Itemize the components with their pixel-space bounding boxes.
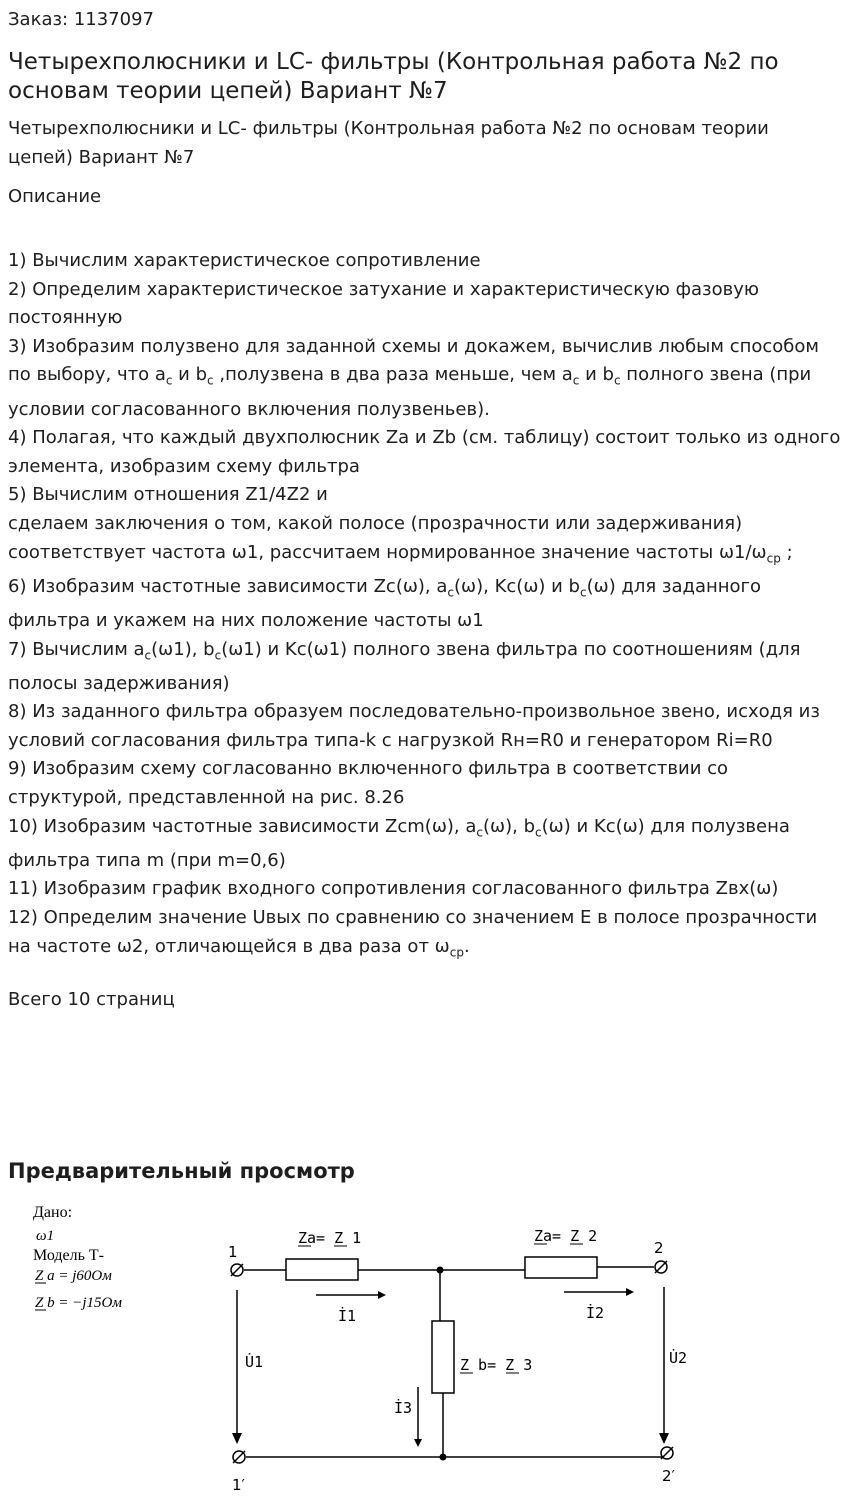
task-item-subscript: c xyxy=(214,648,222,663)
task-item xyxy=(8,698,844,755)
task-item xyxy=(8,481,844,510)
task-item-subscript: c xyxy=(144,648,152,663)
task-item-text: 12) Определим значение Uвых по сравнению со значением E в полосе прозрачности на частоте ω2, отличающейся в два раза от ω xyxy=(8,907,818,957)
task-item-text: ,полузвена в два раза меньше, чем a xyxy=(213,364,573,386)
task-item-subscript: c xyxy=(535,825,542,840)
task-item-text: (ω), b xyxy=(483,815,536,837)
given-label: Дано: xyxy=(33,1204,73,1221)
task-item-text: 8) Из заданного фильтра образуем последовательно-произвольное звено, исходя из условий согласования фильтра типа-k с нагрузкой Rн=R0 и генератором Ri=R0 xyxy=(8,701,820,751)
task-item-text: 1) Вычислим характеристическое сопротивление xyxy=(8,250,481,271)
task-item-text: 4) Полагая, что каждый двухполюсник Za и Zb (см. таблицу) состоит только из одного элемента, изобразим схему фильтра xyxy=(8,427,841,477)
node-2-label: 2 xyxy=(654,1239,664,1257)
task-item-text: и b xyxy=(172,364,208,386)
node-1prime-label: 1′ xyxy=(232,1476,245,1494)
task-item-subscript: c xyxy=(579,585,587,600)
task-item-subscript: c xyxy=(165,373,173,388)
task-item-text: и b xyxy=(579,364,614,386)
task-item xyxy=(8,813,844,876)
task-item-subscript: c xyxy=(207,373,214,388)
task-item-text: 7) Вычислим a xyxy=(8,638,145,660)
order-number: Заказ: 1137097 xyxy=(8,9,154,30)
task-item-text: (ω1) и Kc(ω1) полного звена фильтра по соотношениям (для полосы задерживания) xyxy=(8,638,801,694)
task-item-subscript: c xyxy=(447,585,455,600)
task-item-text: ; xyxy=(780,541,793,563)
omega-label: ω1 xyxy=(36,1228,55,1244)
task-item-subscript: cp xyxy=(766,551,781,566)
task-item-text: полного звена (при условии согласованного включения полузвеньев). xyxy=(8,364,812,420)
task-item-subscript: c xyxy=(572,373,580,388)
zb-z3-label: Z b= Z 3 xyxy=(460,1356,533,1374)
task-item-text: 2) Определим характеристическое затухание и характеристическую фазовую постоянную xyxy=(8,278,760,329)
page-subtitle: Четырехполюсники и LC- фильтры (Контрольная работа №2 по основам теории цепей) Вариант №7 xyxy=(8,118,769,168)
task-item xyxy=(8,573,844,636)
task-item-text: 9) Изобразим схему согласованно включенного фильтра в соответствии со структурой, представленной на рис. 8.26 xyxy=(8,758,729,809)
voltage-u2-label: U̇2 xyxy=(669,1349,688,1367)
task-item-subscript: c xyxy=(613,373,621,388)
task-item-subscript: cp xyxy=(449,945,464,960)
task-item-text: (ω), Kc(ω) и b xyxy=(454,575,580,597)
za-value: Z a = j60Ом xyxy=(35,1268,112,1284)
task-item xyxy=(8,333,844,424)
task-item-text: 5) Вычислим отношения Z1/4Z2 и xyxy=(8,484,328,506)
preview-heading: Предварительный просмотр xyxy=(8,1159,355,1183)
task-item xyxy=(8,904,844,967)
node-2prime-label: 2′ xyxy=(662,1467,675,1485)
current-i1-label: İ1 xyxy=(338,1307,357,1325)
task-item xyxy=(8,510,844,573)
task-item-text: . xyxy=(463,935,470,957)
za-z2-label: Za= Z 2 xyxy=(534,1227,598,1245)
task-item xyxy=(8,424,844,481)
current-i3-label: İ3 xyxy=(394,1399,413,1417)
task-item xyxy=(8,636,844,699)
za-z1-label: Za= Z 1 xyxy=(298,1229,362,1247)
zb-value: Z b = −j15Ом xyxy=(35,1295,122,1311)
node-1-label: 1 xyxy=(228,1243,238,1261)
task-item-text: (ω1), b xyxy=(151,638,215,660)
task-item-text: 11) Изобразим график входного сопротивления согласованного фильтра Zвх(ω) xyxy=(8,878,779,900)
voltage-u1-label: U̇1 xyxy=(245,1353,264,1371)
task-item-text: 6) Изобразим частотные зависимости Zc(ω), a xyxy=(8,575,448,597)
task-item-text: сделаем заключения о том, какой полосе (прозрачности или задерживания) соответствует частота ω1, рассчитаем нормированное значение частоты ω1/ω xyxy=(8,512,767,563)
description-heading: Описание xyxy=(8,186,102,207)
task-item-subscript: c xyxy=(476,825,484,840)
circuit-preview xyxy=(0,1195,720,1503)
task-item-text: 10) Изобразим частотные зависимости Zcm(ω), a xyxy=(8,815,477,837)
page-title: Четырехполюсники и LC- фильтры (Контрольная работа №2 по основам теории цепей) Вариант №7 xyxy=(8,49,779,104)
task-list xyxy=(8,247,844,967)
total-pages: Всего 10 страниц xyxy=(8,989,175,1010)
task-item-text: (ω) для заданного фильтра и укажем на них положение частоты ω1 xyxy=(8,575,762,631)
task-item xyxy=(8,875,844,904)
task-item xyxy=(8,247,844,276)
current-i2-label: İ2 xyxy=(586,1304,605,1322)
task-item-text: 3) Изобразим полузвено для заданной схемы и докажем, вычислив любым способом по выбору, что a xyxy=(8,335,819,386)
model-label: Модель Т- xyxy=(33,1247,104,1264)
task-item-text: (ω) и Kc(ω) для полузвена фильтра типа m (при m=0,6) xyxy=(8,815,790,871)
task-item xyxy=(8,276,844,333)
task-item xyxy=(8,755,844,812)
